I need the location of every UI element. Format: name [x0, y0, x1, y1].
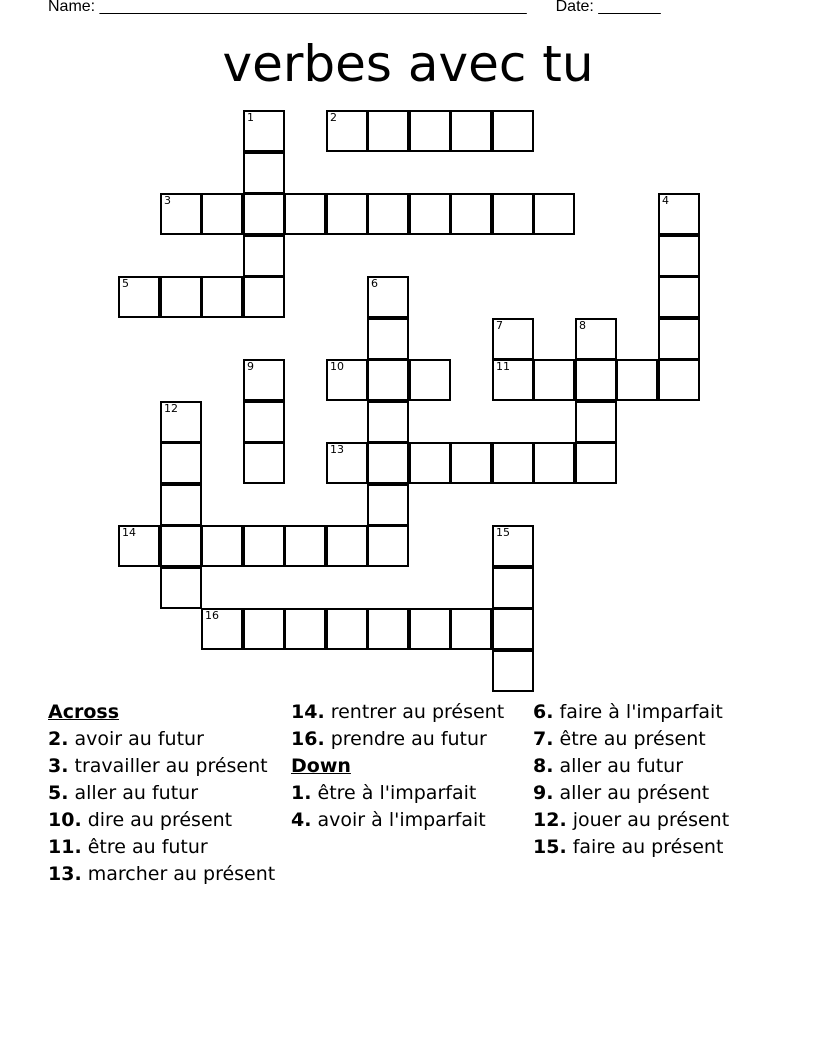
grid-cell[interactable]: [367, 608, 409, 650]
grid-cell[interactable]: [492, 525, 534, 567]
name-blank[interactable]: ________________________________________________: [99, 0, 527, 15]
date-label: Date:: [555, 0, 594, 15]
grid-cell[interactable]: [575, 359, 617, 401]
grid-cell[interactable]: [284, 525, 326, 567]
grid-cell[interactable]: [326, 193, 368, 235]
grid-cell[interactable]: [492, 359, 534, 401]
cell-number: 2: [330, 111, 337, 124]
grid-cell[interactable]: [492, 442, 534, 484]
grid-cell[interactable]: [658, 193, 700, 235]
clue-down-9: 9. aller au présent: [533, 782, 710, 804]
grid-cell[interactable]: [201, 193, 243, 235]
clue-down-12: 12. jouer au présent: [533, 809, 730, 831]
grid-cell[interactable]: [243, 525, 285, 567]
grid-cell[interactable]: [284, 193, 326, 235]
grid-cell[interactable]: [367, 193, 409, 235]
grid-cell[interactable]: [326, 525, 368, 567]
cell-number: 9: [247, 360, 254, 373]
cell-number: 6: [371, 277, 378, 290]
grid-cell[interactable]: [160, 484, 202, 526]
grid-cell[interactable]: [658, 235, 700, 277]
cell-number: 3: [164, 194, 171, 207]
grid-cell[interactable]: [160, 401, 202, 443]
across-heading: Across: [48, 701, 120, 723]
clue-column-1: [48, 702, 288, 891]
grid-cell[interactable]: [616, 359, 658, 401]
grid-cell[interactable]: [243, 359, 285, 401]
grid-cell[interactable]: [492, 110, 534, 152]
clue-down-6: 6. faire à l'imparfait: [533, 701, 723, 723]
cell-number: 12: [164, 402, 178, 415]
grid-cell[interactable]: [492, 608, 534, 650]
grid-cell[interactable]: [658, 359, 700, 401]
grid-cell[interactable]: [118, 276, 160, 318]
clue-across-14: 14. rentrer au présent: [291, 701, 505, 723]
grid-cell[interactable]: [450, 608, 492, 650]
cell-number: 14: [122, 526, 136, 539]
grid-cell[interactable]: [243, 401, 285, 443]
grid-cell[interactable]: [160, 442, 202, 484]
grid-cell[interactable]: [326, 110, 368, 152]
grid-cell[interactable]: [575, 401, 617, 443]
grid-cell[interactable]: [243, 608, 285, 650]
down-heading: Down: [291, 755, 351, 777]
clue-across-3: 3. travailler au présent: [48, 755, 268, 777]
name-label: Name:: [48, 0, 96, 15]
grid-cell[interactable]: [533, 359, 575, 401]
grid-cell[interactable]: [367, 484, 409, 526]
grid-cell[interactable]: [450, 110, 492, 152]
grid-cell[interactable]: [243, 442, 285, 484]
clue-across-2: 2. avoir au futur: [48, 728, 204, 750]
grid-cell[interactable]: [243, 110, 285, 152]
grid-cell[interactable]: [367, 401, 409, 443]
grid-cell[interactable]: [160, 525, 202, 567]
cell-number: 15: [496, 526, 510, 539]
clue-column-2: [291, 702, 531, 837]
clue-across-5: 5. aller au futur: [48, 782, 198, 804]
grid-cell[interactable]: [201, 276, 243, 318]
grid-cell[interactable]: [367, 525, 409, 567]
grid-cell[interactable]: [160, 567, 202, 609]
cell-number: 16: [205, 609, 219, 622]
grid-cell[interactable]: [201, 608, 243, 650]
clue-down-1: 1. être à l'imparfait: [291, 782, 477, 804]
grid-cell[interactable]: [367, 318, 409, 360]
grid-cell[interactable]: [201, 525, 243, 567]
cell-number: 5: [122, 277, 129, 290]
grid-cell[interactable]: [533, 193, 575, 235]
grid-cell[interactable]: [450, 193, 492, 235]
cell-number: 4: [662, 194, 669, 207]
grid-cell[interactable]: [658, 318, 700, 360]
clue-down-7: 7. être au présent: [533, 728, 706, 750]
grid-cell[interactable]: [492, 193, 534, 235]
grid-cell[interactable]: [533, 442, 575, 484]
grid-cell[interactable]: [326, 608, 368, 650]
grid-cell[interactable]: [243, 193, 285, 235]
clue-across-10: 10. dire au présent: [48, 809, 233, 831]
grid-cell[interactable]: [575, 442, 617, 484]
grid-cell[interactable]: [409, 193, 451, 235]
grid-cell[interactable]: [409, 608, 451, 650]
clue-down-4: 4. avoir à l'imparfait: [291, 809, 486, 831]
grid-cell[interactable]: [409, 110, 451, 152]
cell-number: 10: [330, 360, 344, 373]
clue-down-15: 15. faire au présent: [533, 836, 724, 858]
cell-number: 8: [579, 319, 586, 332]
date-blank[interactable]: _______: [598, 0, 661, 15]
grid-cell[interactable]: [243, 276, 285, 318]
clue-down-8: 8. aller au futur: [533, 755, 683, 777]
grid-cell[interactable]: [326, 359, 368, 401]
cell-number: 1: [247, 111, 254, 124]
cell-number: 11: [496, 360, 510, 373]
cell-number: 13: [330, 443, 344, 456]
page-title: verbes avec tu: [222, 35, 594, 93]
grid-cell[interactable]: [284, 608, 326, 650]
grid-cell[interactable]: [658, 276, 700, 318]
grid-cell[interactable]: [243, 152, 285, 194]
grid-cell[interactable]: [118, 525, 160, 567]
grid-cell[interactable]: [367, 442, 409, 484]
grid-cell[interactable]: [409, 359, 451, 401]
grid-cell[interactable]: [450, 442, 492, 484]
grid-cell[interactable]: [160, 276, 202, 318]
grid-cell[interactable]: [575, 318, 617, 360]
grid-cell[interactable]: [326, 442, 368, 484]
grid-cell[interactable]: [409, 442, 451, 484]
grid-cell[interactable]: [492, 650, 534, 692]
grid-cell[interactable]: [492, 318, 534, 360]
grid-cell[interactable]: [367, 110, 409, 152]
clue-across-11: 11. être au futur: [48, 836, 208, 858]
clue-column-3: [533, 702, 773, 864]
cell-number: 7: [496, 319, 503, 332]
clue-across-13: 13. marcher au présent: [48, 863, 276, 885]
clue-across-16: 16. prendre au futur: [291, 728, 487, 750]
grid-cell[interactable]: [160, 193, 202, 235]
grid-cell[interactable]: [243, 235, 285, 277]
grid-cell[interactable]: [367, 276, 409, 318]
grid-cell[interactable]: [367, 359, 409, 401]
grid-cell[interactable]: [492, 567, 534, 609]
